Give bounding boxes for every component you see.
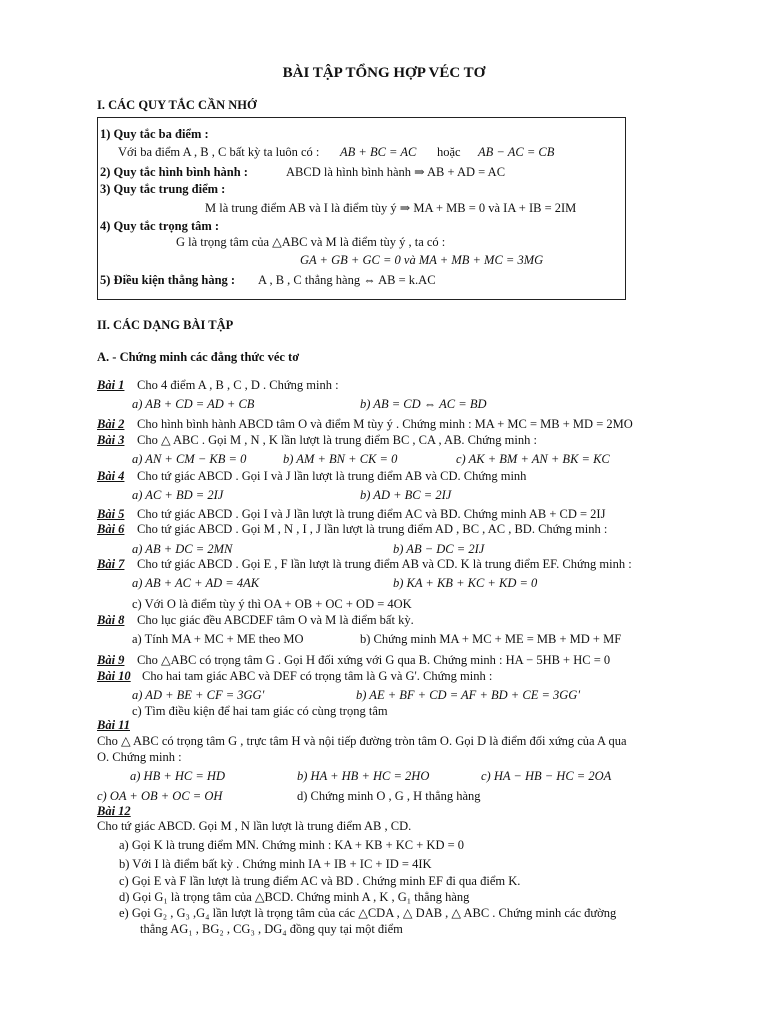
exercise-text-9: Cho △ABC có trọng tâm G . Gọi H đối xứng với G qua B. Chứng minh : HA − 5HB + HC = 0 [137, 653, 611, 667]
exercise-text-1: Cho 4 điểm A , B , C , D . Chứng minh : [137, 378, 339, 392]
exercise-text-12: Cho tứ giác ABCD. Gọi M , N lần lượt là trung điểm AB , CD. [97, 819, 412, 833]
exercise-label-7: Bài 7 [97, 557, 125, 571]
exercise-11d: d) Chứng minh O , G , H thẳng hàng [297, 789, 481, 803]
exercise-10c: c) Tìm điều kiện để hai tam giác có cùng trọng tâm [132, 704, 388, 718]
exercise-11a: a) HB + HC = HD [130, 769, 225, 783]
exercise-11c: c) HA − HB − HC = 2OA [481, 769, 612, 783]
exercise-3c: c) AK + BM + AN + BK = KC [456, 452, 610, 466]
exercise-6a: a) AB + DC = 2MN [132, 542, 233, 556]
exercise-7c: c) Với O là điểm tùy ý thì OA + OB + OC + OD = 4OK [132, 597, 412, 611]
exercise-label-5: Bài 5 [97, 507, 125, 521]
exercise-6b: b) AB − DC = 2IJ [393, 542, 485, 556]
exercise-label-12: Bài 12 [97, 804, 131, 818]
exercise-3a: a) AN + CM − KB = 0 [132, 452, 247, 466]
rule1-text: Với ba điểm A , B , C bất kỳ ta luôn có : [118, 145, 320, 159]
rule1-title: 1) Quy tắc ba điểm : [100, 127, 209, 141]
exercise-label-8: Bài 8 [97, 613, 125, 627]
exercise-4b: b) AD + BC = 2IJ [360, 488, 452, 502]
exercise-text-3: Cho △ ABC . Gọi M , N , K lần lượt là trung điểm BC , CA , AB. Chứng minh : [137, 433, 537, 447]
exercise-text-2: Cho hình bình hành ABCD tâm O và điểm M tùy ý . Chứng minh : MA + MC = MB + MD = 2MO [137, 417, 633, 431]
exercise-text-6: Cho tứ giác ABCD . Gọi M , N , I , J lần lượt là trung điểm AD , BC , AC , BD. Chứng minh : [137, 522, 608, 536]
exercise-text-7: Cho tứ giác ABCD . Gọi E , F lần lượt là trung điểm AB và CD. K là trung điểm EF. Chứng minh : [137, 557, 632, 571]
exercise-label-6: Bài 6 [97, 522, 125, 536]
rule1-or: hoặc [437, 145, 461, 159]
exercise-text-10: Cho hai tam giác ABC và DEF có trọng tâm là G và G'. Chứng minh : [142, 669, 493, 683]
rule2-title: 2) Quy tắc hình bình hành : [100, 165, 248, 179]
section2-subheading: A. - Chứng minh các đẳng thức véc tơ [97, 350, 300, 364]
section1-heading: I. CÁC QUY TẮC CẦN NHỚ [97, 98, 257, 112]
rule4-text: G là trọng tâm của △ABC và M là điểm tùy ý , ta có : [176, 235, 446, 249]
exercise-label-4: Bài 4 [97, 469, 125, 483]
exercise-text-8: Cho lục giác đều ABCDEF tâm O và M là điểm bất kỳ. [137, 613, 414, 627]
exercise-12c: c) Gọi E và F lần lượt là trung điểm AC và BD . Chứng minh EF đi qua điểm K. [119, 874, 521, 888]
exercise-11c-second: c) OA + OB + OC = OH [97, 789, 223, 803]
exercise-label-3: Bài 3 [97, 433, 125, 447]
rule3-text: M là trung điểm AB và I là điểm tùy ý ⇒ MA + MB = 0 và IA + IB = 2IM [205, 201, 577, 215]
exercise-label-9: Bài 9 [97, 653, 125, 667]
rule2-text: ABCD là hình bình hành ⇒ AB + AD = AC [286, 165, 506, 179]
exercise-text-4: Cho tứ giác ABCD . Gọi I và J lần lượt là trung điểm AB và CD. Chứng minh [137, 469, 527, 483]
rule1-formula-2: AB − AC = CB [478, 145, 555, 159]
page-title: BÀI TẬP TỔNG HỢP VÉC TƠ [282, 65, 486, 81]
rule5-text: A , B , C thẳng hàng ⇔ AB = k.AC [258, 273, 436, 287]
exercise-1b: b) AB = CD ⇔ AC = BD [360, 397, 487, 411]
section2-heading: II. CÁC DẠNG BÀI TẬP [97, 318, 234, 332]
exercise-12e-cont: thẳng AG₁ , BG₂ , CG₃ , DG₄ đồng quy tại một điểm [140, 922, 403, 936]
exercise-label-11: Bài 11 [97, 718, 130, 732]
exercise-4a: a) AC + BD = 2IJ [132, 488, 224, 502]
exercise-text-11-cont: O. Chứng minh : [97, 750, 182, 764]
exercise-11b: b) HA + HB + HC = 2HO [297, 769, 430, 783]
rule3-title: 3) Quy tắc trung điểm : [100, 182, 226, 196]
exercise-8a: a) Tính MA + MC + ME theo MO [132, 632, 304, 646]
rule4-formula: GA + GB + GC = 0 và MA + MB + MC = 3MG [300, 253, 544, 267]
exercise-8b: b) Chứng minh MA + MC + ME = MB + MD + MF [360, 632, 622, 646]
exercise-12a: a) Gọi K là trung điểm MN. Chứng minh : KA + KB + KC + KD = 0 [119, 838, 465, 852]
exercise-12e: e) Gọi G₂ , G₃ ,G₄ lần lượt là trọng tâm của các △CDA , △ DAB , △ ABC . Chứng minh các đường [119, 906, 617, 920]
rule5-title: 5) Điều kiện thẳng hàng : [100, 273, 236, 287]
exercise-1a: a) AB + CD = AD + CB [132, 397, 255, 411]
exercise-12d: d) Gọi G₁ là trọng tâm của △BCD. Chứng minh A , K , G₁ thẳng hàng [119, 890, 470, 904]
exercise-label-2: Bài 2 [97, 417, 125, 431]
exercise-12b: b) Với I là điểm bất kỳ . Chứng minh IA + IB + IC + ID = 4IK [119, 857, 432, 871]
exercise-7a: a) AB + AC + AD = 4AK [132, 576, 260, 590]
rule4-title: 4) Quy tắc trọng tâm : [100, 219, 220, 233]
exercise-text-11: Cho △ ABC có trọng tâm G , trực tâm H và nội tiếp đường tròn tâm O. Gọi D là điểm đối xứng của A qua [97, 734, 627, 748]
exercise-10b: b) AE + BF + CD = AF + BD + CE = 3GG' [356, 688, 580, 702]
exercise-label-10: Bài 10 [97, 669, 131, 683]
exercise-label-1: Bài 1 [97, 378, 125, 392]
rule1-formula: AB + BC = AC [340, 145, 417, 159]
exercise-10a: a) AD + BE + CF = 3GG' [132, 688, 265, 702]
exercise-7b: b) KA + KB + KC + KD = 0 [393, 576, 538, 590]
exercise-text-5: Cho tứ giác ABCD . Gọi I và J lần lượt là trung điểm AC và BD. Chứng minh AB + CD = 2IJ [137, 507, 606, 521]
exercise-3b: b) AM + BN + CK = 0 [283, 452, 398, 466]
